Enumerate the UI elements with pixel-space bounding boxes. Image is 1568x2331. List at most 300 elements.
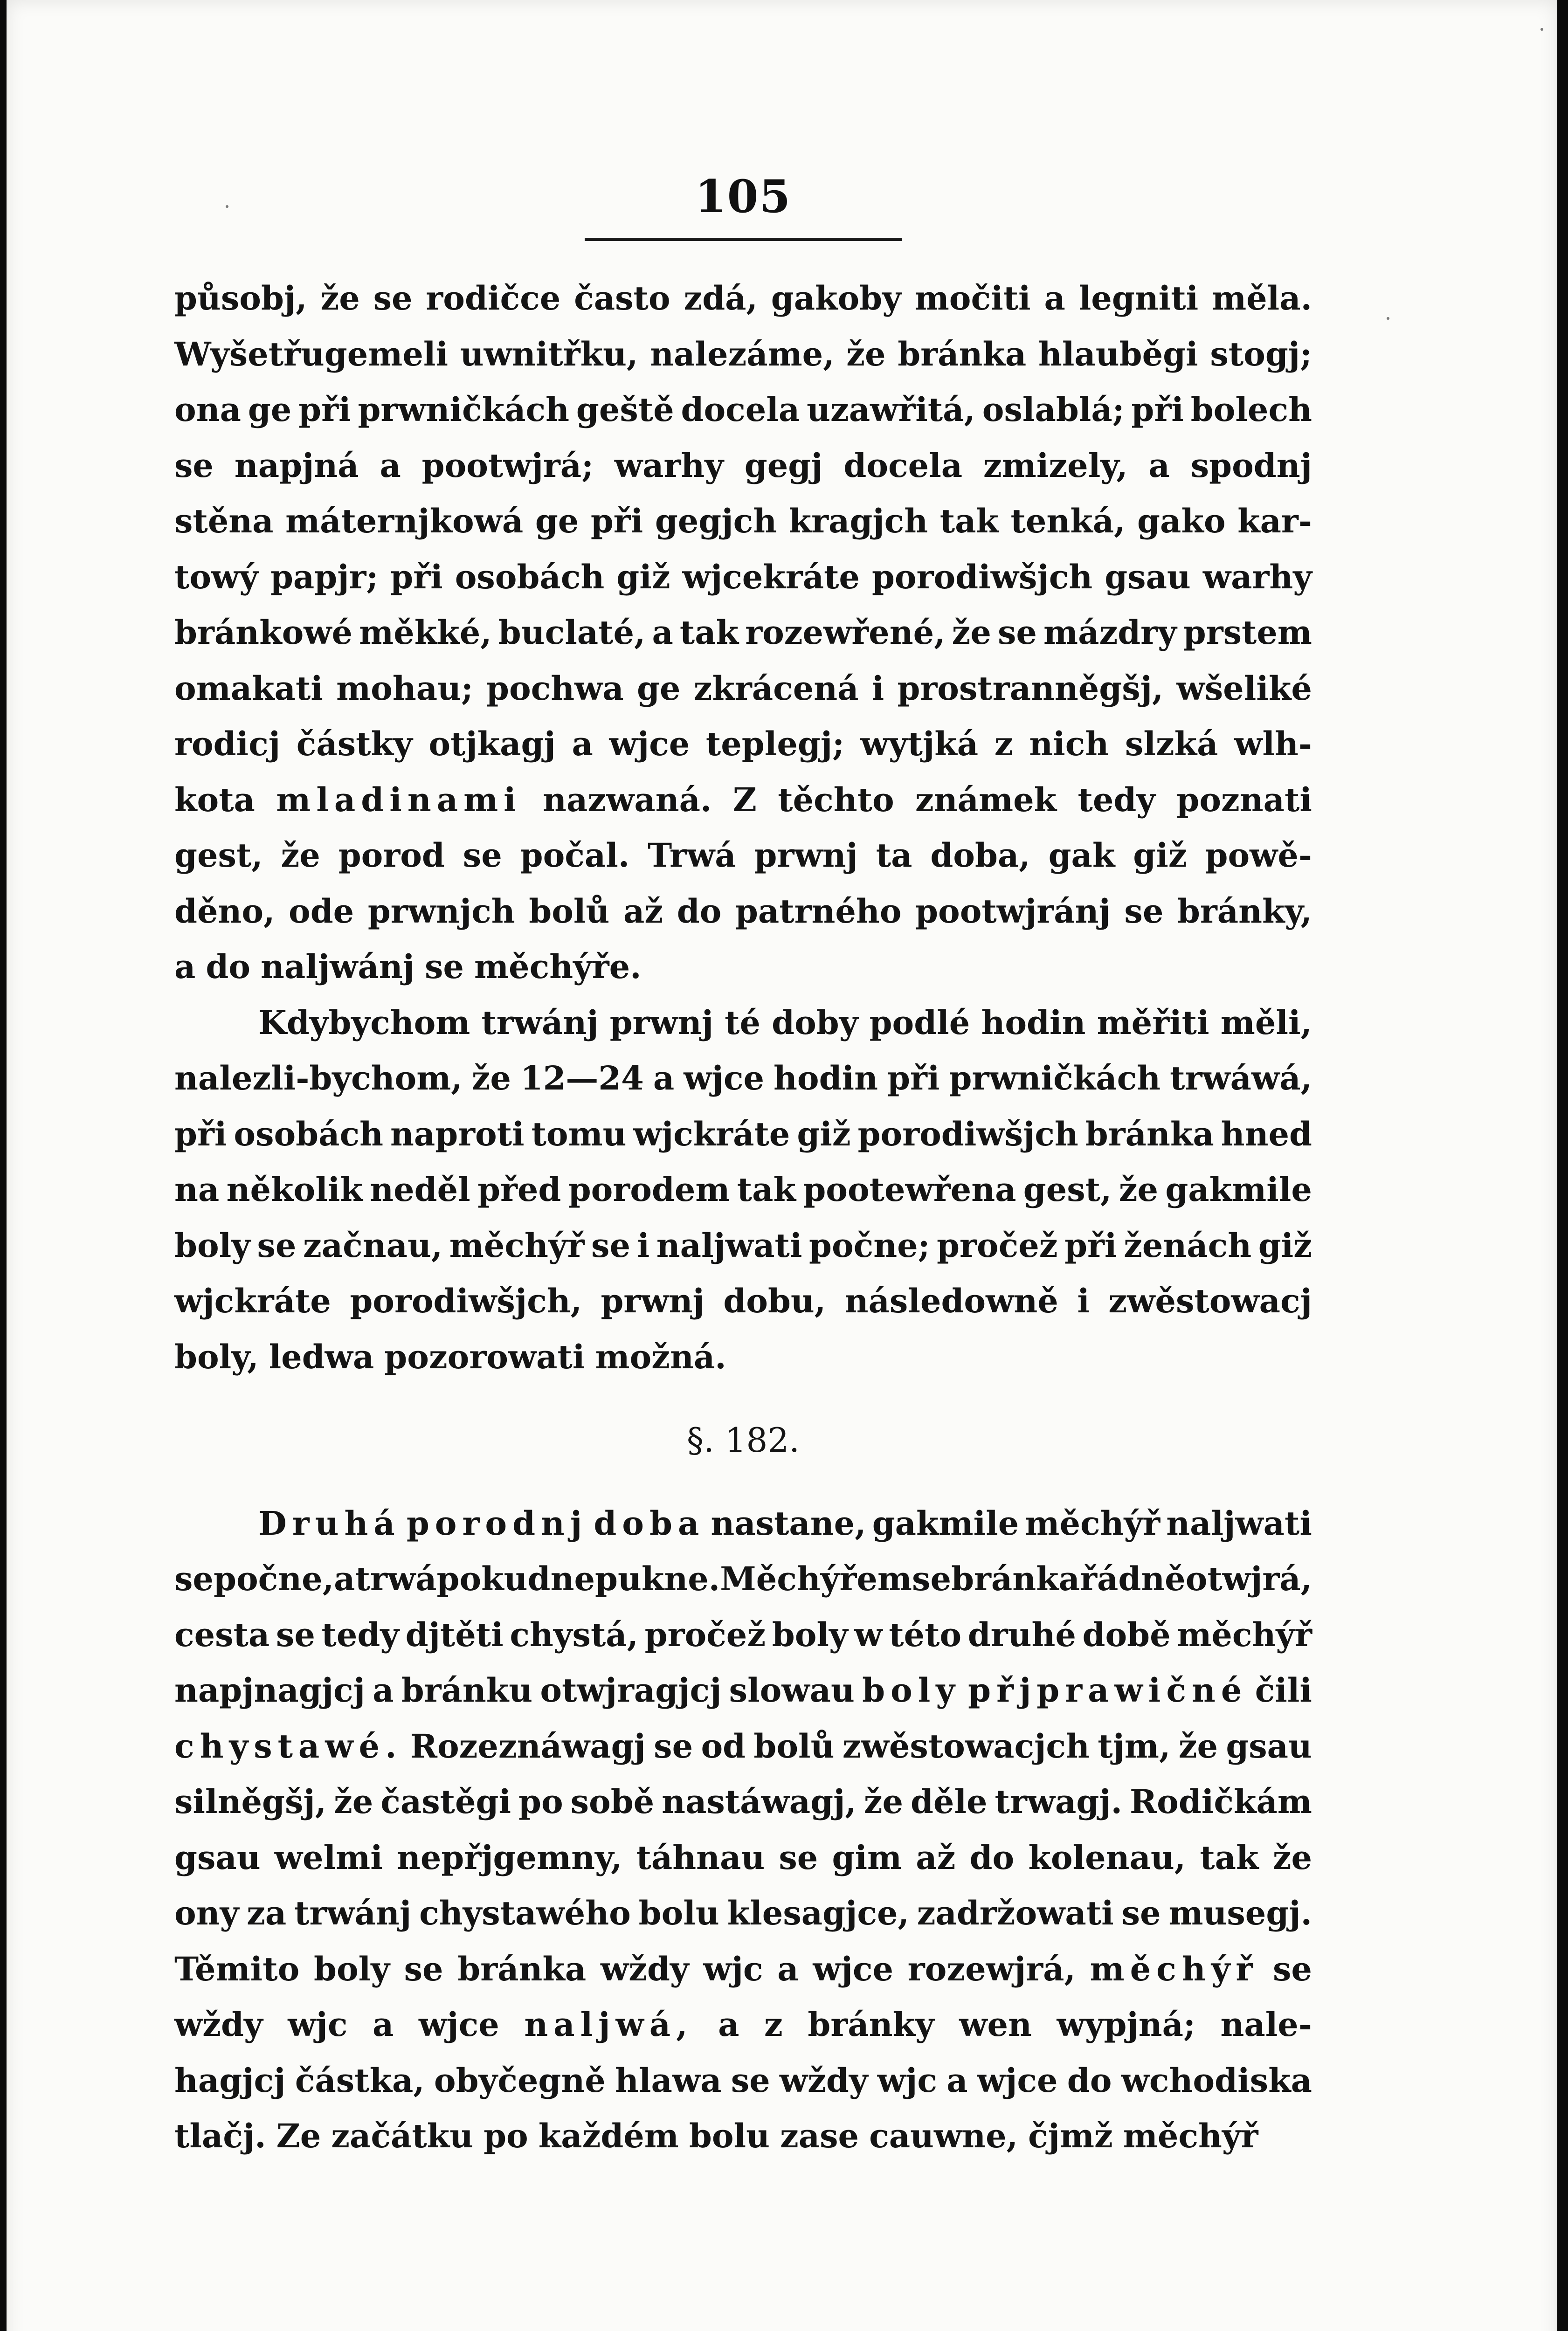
- word: uzawřitá,: [807, 390, 975, 429]
- word: měkké,: [359, 613, 492, 652]
- section-heading: §. 182.: [686, 1421, 800, 1460]
- text-line: [174, 1273, 1312, 1329]
- word: čjmž: [1028, 2117, 1113, 2155]
- word: napjná: [234, 446, 359, 485]
- text-line: [174, 995, 1312, 1051]
- word: giž: [797, 1114, 851, 1153]
- word: měchýř: [449, 1226, 585, 1265]
- word: a: [1148, 446, 1170, 485]
- text-line: [174, 2108, 1312, 2164]
- word: oslablá;: [982, 390, 1125, 429]
- book-page: [7, 0, 1557, 2331]
- word: poznati: [1176, 780, 1312, 819]
- text-line: [174, 1551, 1312, 1607]
- word: wjcekráte: [682, 557, 860, 596]
- word: naljwánj: [261, 947, 415, 986]
- word: gakmile: [872, 1503, 1019, 1543]
- word: tak: [1200, 1838, 1259, 1877]
- word: a: [718, 2005, 739, 2044]
- word: bránka: [898, 334, 1027, 373]
- word: mázdry: [1043, 613, 1177, 652]
- text-line: [174, 939, 1312, 995]
- word: se: [463, 836, 502, 875]
- word: této: [889, 1615, 962, 1654]
- word: do: [1067, 2061, 1112, 2100]
- word: hodin: [981, 1003, 1086, 1042]
- word: obyčegně: [434, 2061, 606, 2100]
- word: Kdybychom: [258, 1003, 470, 1042]
- word: gsau: [1105, 557, 1191, 596]
- paragraph-3: [174, 1496, 1312, 2164]
- word: slowau: [729, 1671, 855, 1710]
- word: wjckráte: [633, 1114, 790, 1153]
- word: počne,: [214, 1559, 334, 1598]
- word: nastáwagj,: [662, 1782, 857, 1821]
- word: legniti: [1078, 279, 1199, 317]
- word: buclaté,: [498, 613, 646, 652]
- word: a: [1044, 279, 1065, 317]
- word: ode: [289, 891, 354, 931]
- word: gest,: [174, 836, 263, 875]
- word: nich: [1029, 724, 1109, 763]
- word: přjprawičné: [968, 1671, 1248, 1710]
- word: gako: [1137, 502, 1226, 540]
- word: i: [1077, 1282, 1090, 1320]
- word: ge: [248, 390, 292, 429]
- word: geště: [576, 390, 674, 429]
- text-line: [174, 1607, 1312, 1663]
- word: stěna: [174, 502, 274, 540]
- word: gim: [832, 1838, 902, 1877]
- word: doby: [772, 1003, 858, 1042]
- word: děle: [910, 1782, 988, 1821]
- word: kar-: [1237, 502, 1312, 540]
- word: zadržowati: [917, 1894, 1114, 1932]
- word: nale-: [1220, 2005, 1312, 2044]
- word: neděl: [370, 1170, 470, 1209]
- word: wytjká: [860, 724, 979, 763]
- word: gsau: [1226, 1726, 1312, 1765]
- word: hodin: [774, 1059, 878, 1097]
- word: zkrácená: [693, 669, 859, 708]
- word: osobách: [455, 557, 605, 596]
- word: trwánj: [294, 1894, 412, 1932]
- word: několik: [226, 1170, 363, 1209]
- word: a: [572, 724, 593, 763]
- text-line: [174, 270, 1312, 326]
- word: těchto: [778, 780, 894, 819]
- text-line: [174, 493, 1312, 549]
- word: a: [946, 2061, 968, 2100]
- text-line: [174, 1329, 1312, 1385]
- word: měřiti: [1097, 1003, 1209, 1042]
- word: powě-: [1205, 836, 1312, 875]
- text-line: [174, 1941, 1312, 1997]
- page-number: 105: [695, 170, 792, 223]
- word: teplegj;: [705, 724, 844, 763]
- word: boly: [314, 1949, 390, 1988]
- word: hlauběgi: [1038, 334, 1198, 373]
- word: měchýř: [1177, 1615, 1312, 1654]
- word: klesagjce,: [727, 1894, 909, 1932]
- word: měchýře.: [474, 947, 642, 986]
- text-line: [174, 382, 1312, 438]
- word: wždy: [779, 2061, 868, 2100]
- word: spodnj: [1190, 446, 1312, 485]
- word: že: [863, 1782, 904, 1821]
- word: stogj;: [1210, 334, 1312, 373]
- word: tedy: [1078, 780, 1155, 819]
- word: možná.: [595, 1337, 726, 1376]
- word: tomu: [531, 1114, 627, 1153]
- word: ge: [636, 669, 681, 708]
- word: že: [1119, 1170, 1159, 1209]
- word: na: [174, 1170, 220, 1209]
- word: při: [590, 502, 643, 540]
- word: při: [298, 390, 351, 429]
- word: mladinami: [276, 780, 522, 819]
- word: boly: [772, 1615, 848, 1654]
- word: porodiwšjch,: [350, 1282, 582, 1320]
- word: Druhá: [258, 1503, 401, 1543]
- word: wen: [959, 2005, 1032, 2044]
- word: prwnj: [609, 1003, 714, 1042]
- word: ta: [876, 836, 912, 875]
- word: se: [731, 2061, 770, 2100]
- word: gak: [1048, 836, 1115, 875]
- word: se: [997, 613, 1037, 652]
- word: porodnj: [406, 1503, 588, 1543]
- text-line: [174, 1162, 1312, 1218]
- word: zwěstowacjch: [842, 1726, 1090, 1765]
- word: doba: [594, 1503, 705, 1543]
- text-line: [174, 1662, 1312, 1718]
- word: zdá,: [684, 279, 758, 317]
- word: wjc: [877, 2061, 937, 2100]
- word: omakati: [174, 669, 323, 708]
- word: ledwa: [269, 1337, 374, 1376]
- word: začátku: [331, 2117, 474, 2155]
- word: každém: [538, 2117, 679, 2155]
- word: se: [654, 1726, 693, 1765]
- word: wjce: [977, 2061, 1058, 2100]
- word: pootwjránj: [915, 891, 1111, 931]
- word: wjckráte: [174, 1282, 331, 1320]
- word: rozewjrá,: [907, 1949, 1076, 1988]
- word: sobě: [570, 1782, 655, 1821]
- word: boly: [174, 1226, 250, 1265]
- text-line: [174, 1774, 1312, 1830]
- word: bránkowé: [174, 613, 353, 652]
- word: 12—24: [520, 1059, 644, 1097]
- word: a: [777, 1949, 799, 1988]
- word: rodičce: [426, 279, 561, 317]
- word: že: [846, 334, 886, 373]
- word: hned: [1221, 1114, 1312, 1153]
- word: pročež: [937, 1226, 1058, 1265]
- word: po: [484, 2117, 528, 2155]
- word: bránku: [401, 1671, 533, 1710]
- word: při: [1064, 1226, 1117, 1265]
- word: do: [677, 891, 722, 931]
- word: a: [652, 613, 673, 652]
- word: prwničkách: [949, 1059, 1161, 1097]
- word: při: [390, 557, 443, 596]
- word: dobu,: [723, 1282, 826, 1320]
- word: že: [320, 279, 360, 317]
- word: a: [380, 446, 401, 485]
- word: prwnjch: [367, 891, 515, 931]
- word: se: [912, 1559, 951, 1598]
- paragraph-2: [174, 995, 1312, 1385]
- word: bolech: [1190, 390, 1312, 429]
- word: měli,: [1220, 1003, 1312, 1042]
- word: wždy: [174, 2005, 263, 2044]
- word: pootwjrá;: [421, 446, 594, 485]
- word: trwánj: [481, 1003, 599, 1042]
- word: wjce: [419, 2005, 499, 2044]
- word: gakoby: [771, 279, 901, 317]
- word: giž: [1258, 1226, 1312, 1265]
- word: otwjrá,: [1185, 1559, 1312, 1598]
- word: zase: [780, 2117, 859, 2155]
- word: naproti: [390, 1114, 525, 1153]
- word: bolů: [529, 891, 610, 931]
- word: Trwá: [648, 836, 736, 875]
- word: trwáwá,: [1170, 1059, 1312, 1097]
- word: prstem: [1183, 613, 1312, 652]
- word: pokud: [436, 1559, 551, 1598]
- word: warhy: [1202, 557, 1312, 596]
- word: se: [276, 1615, 315, 1654]
- text-line: [174, 1718, 1312, 1774]
- word: bránky: [808, 2005, 934, 2044]
- text-line: [174, 883, 1312, 939]
- word: děno,: [174, 891, 275, 931]
- word: wjce: [813, 1949, 894, 1988]
- word: se: [1121, 1894, 1161, 1932]
- word: nazwaná.: [543, 780, 712, 819]
- word: známek: [915, 780, 1057, 819]
- word: porodiwšjch: [857, 1114, 1078, 1153]
- word: patrného: [735, 891, 902, 931]
- word: giž: [616, 557, 670, 596]
- word: pozorowati: [384, 1337, 585, 1376]
- word: wchodiska: [1121, 2061, 1312, 2100]
- word: nastane,: [711, 1503, 866, 1543]
- word: djtěti: [405, 1615, 504, 1654]
- word: gegj: [744, 446, 823, 485]
- word: kolenau,: [1028, 1838, 1186, 1877]
- word: Rozeznáwagj: [410, 1726, 646, 1765]
- word: při: [1131, 390, 1184, 429]
- text-line: [174, 1885, 1312, 1941]
- word: gakmile: [1165, 1170, 1312, 1209]
- word: cesta: [174, 1615, 270, 1654]
- word: se: [591, 1226, 630, 1265]
- word: cauwne,: [869, 2117, 1018, 2155]
- word: při: [174, 1114, 227, 1153]
- word: a: [373, 1671, 394, 1710]
- word: trwá: [355, 1559, 437, 1598]
- word: wjc: [703, 1949, 763, 1988]
- word: při: [887, 1059, 940, 1097]
- word: bolu: [689, 2117, 770, 2155]
- word: porod: [338, 836, 445, 875]
- word: zmizely,: [983, 446, 1128, 485]
- word: Těmito: [174, 1949, 300, 1988]
- word: Z: [732, 780, 757, 819]
- word: uwnitřku,: [460, 334, 638, 373]
- word: bránky,: [1177, 891, 1312, 931]
- word: částka,: [295, 2061, 425, 2100]
- word: bránka: [1085, 1114, 1214, 1153]
- word: osobách: [234, 1114, 383, 1153]
- word: hlawa: [615, 2061, 722, 2100]
- word: se: [373, 279, 413, 317]
- word: boly: [862, 1671, 960, 1710]
- word: naljwati: [1166, 1503, 1312, 1543]
- word: welmi: [274, 1838, 383, 1877]
- word: se: [425, 947, 464, 986]
- word: porodiwšjch: [871, 557, 1093, 596]
- word: počal.: [520, 836, 630, 875]
- word: naljwati: [656, 1226, 802, 1265]
- word: že: [471, 1059, 511, 1097]
- word: bránka: [951, 1559, 1080, 1598]
- word: se: [174, 1559, 214, 1598]
- word: otjkagj: [428, 724, 556, 763]
- word: tak: [679, 613, 739, 652]
- word: od: [701, 1726, 746, 1765]
- word: naljwá,: [524, 2005, 693, 2044]
- word: gest,: [1023, 1170, 1112, 1209]
- word: a: [334, 1559, 355, 1598]
- word: a: [174, 947, 196, 986]
- word: nalezáme,: [650, 334, 835, 373]
- word: počne;: [809, 1226, 930, 1265]
- word: warhy: [614, 446, 724, 485]
- word: že: [952, 613, 991, 652]
- word: wlh-: [1234, 724, 1312, 763]
- word: otwjragjcj: [540, 1671, 722, 1710]
- word: tak: [939, 502, 999, 540]
- word: čili: [1255, 1671, 1312, 1710]
- word: za: [247, 1894, 287, 1932]
- word: tak: [737, 1170, 796, 1209]
- word: ge: [535, 502, 579, 540]
- word: rozewřené,: [745, 613, 946, 652]
- speck-mark: [226, 205, 228, 208]
- text-line: [174, 1218, 1312, 1274]
- word: ony: [174, 1894, 239, 1932]
- word: gegjch: [655, 502, 777, 540]
- speck-mark: [1540, 28, 1543, 31]
- word: musegj.: [1168, 1894, 1312, 1932]
- word: druhé: [967, 1615, 1076, 1654]
- word: prwnj: [601, 1282, 705, 1320]
- word: tenká,: [1010, 502, 1126, 540]
- word: že: [1272, 1838, 1312, 1877]
- text-line: [174, 1830, 1312, 1886]
- word: se: [1124, 891, 1164, 931]
- word: do: [969, 1838, 1015, 1877]
- word: následowně: [844, 1282, 1058, 1320]
- word: prwnj: [754, 836, 858, 875]
- word: wždy: [600, 1949, 689, 1988]
- word: Wyšetřugemeli: [174, 334, 449, 373]
- word: máternjkowá: [285, 502, 524, 540]
- text-line: [174, 828, 1312, 883]
- word: se: [1272, 1949, 1312, 1988]
- word: kragjch: [788, 502, 928, 540]
- word: trwagj.: [995, 1782, 1123, 1821]
- word: před: [477, 1170, 561, 1209]
- word: wjce: [684, 1059, 764, 1097]
- word: měchýř: [1025, 1503, 1160, 1543]
- word: pročež: [644, 1615, 766, 1654]
- word: w: [854, 1615, 883, 1654]
- word: bolů: [753, 1726, 835, 1765]
- word: doba,: [930, 836, 1030, 875]
- word: a: [653, 1059, 675, 1097]
- text-line: [174, 1050, 1312, 1106]
- word: papjr;: [270, 557, 379, 596]
- word: chystawé.: [174, 1726, 402, 1765]
- word: se: [404, 1949, 443, 1988]
- word: tjm,: [1098, 1726, 1171, 1765]
- word: prostranněgšj,: [897, 669, 1164, 708]
- word: ona: [174, 390, 241, 429]
- word: ženách: [1124, 1226, 1252, 1265]
- word: Rodičkám: [1129, 1782, 1312, 1821]
- word: wjc: [288, 2005, 348, 2044]
- word: nepukne.: [550, 1559, 720, 1598]
- word: měchýř: [1123, 2117, 1258, 2155]
- word: pochwa: [486, 669, 624, 708]
- word: po: [518, 1782, 563, 1821]
- word: tedy: [321, 1615, 399, 1654]
- word: se: [174, 446, 214, 485]
- word: táhnau: [636, 1838, 765, 1877]
- text-line: [174, 1106, 1312, 1162]
- text-line: [174, 772, 1312, 828]
- body-text: [174, 270, 1312, 2164]
- text-line: [174, 1997, 1312, 2053]
- word: giž: [1133, 836, 1187, 875]
- text-line: [174, 2053, 1312, 2109]
- word: často: [574, 279, 670, 317]
- text-line: [174, 716, 1312, 772]
- word: z: [994, 724, 1013, 763]
- word: Ze: [276, 2117, 321, 2155]
- text-line: [174, 438, 1312, 494]
- word: slzká: [1125, 724, 1218, 763]
- word: prwničkách: [358, 390, 570, 429]
- word: rodicj: [174, 724, 281, 763]
- text-line: [174, 661, 1312, 717]
- word: močiti: [914, 279, 1031, 317]
- word: že: [334, 1782, 373, 1821]
- word: mohau;: [336, 669, 473, 708]
- word: době: [1082, 1615, 1171, 1654]
- word: podlé: [869, 1003, 970, 1042]
- paragraph-1: [174, 270, 1312, 995]
- word: i: [637, 1226, 650, 1265]
- text-line: [174, 605, 1312, 661]
- word: se: [257, 1226, 297, 1265]
- word: do: [206, 947, 250, 986]
